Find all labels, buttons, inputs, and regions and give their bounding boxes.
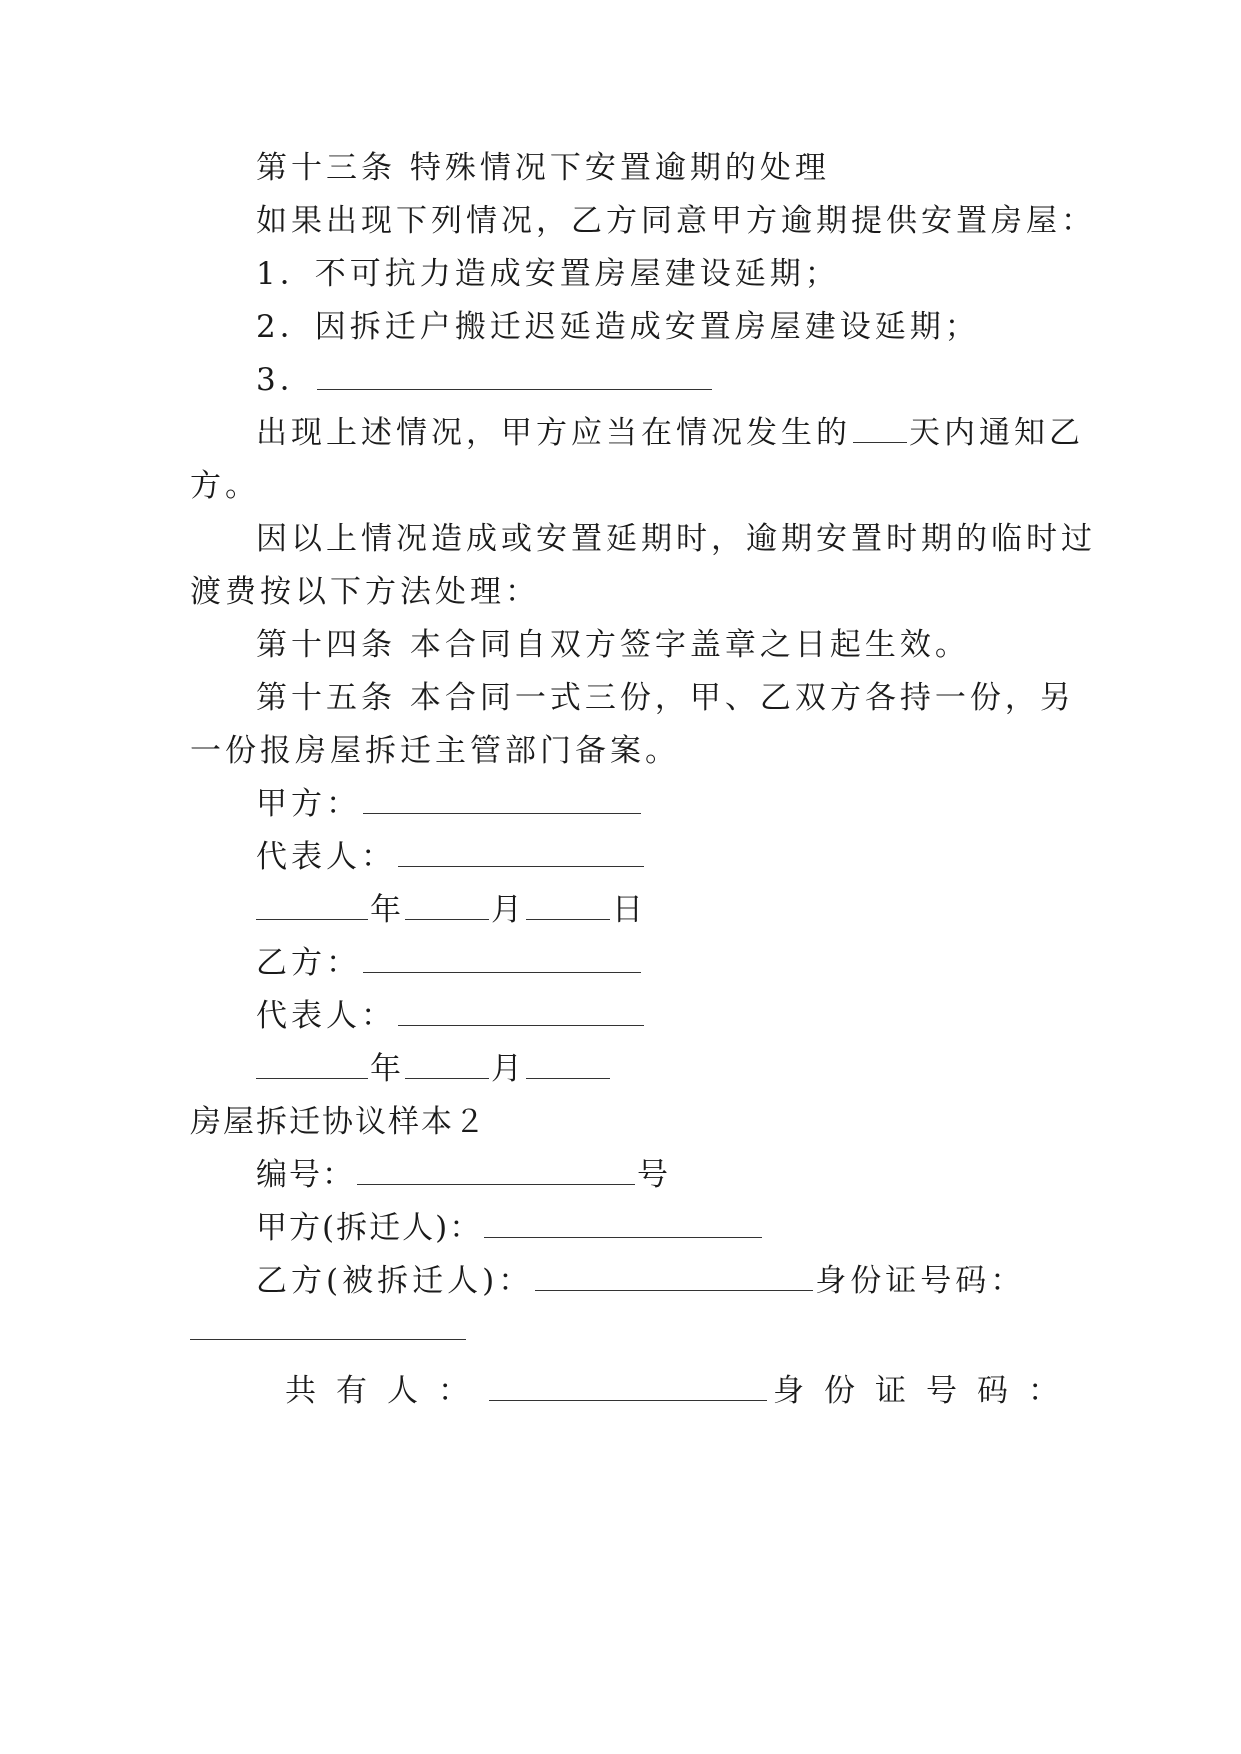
blank-year-2 [256, 1050, 368, 1079]
sample-2-number [256, 1155, 670, 1195]
list-item-1: 1．不可抗力造成安置房屋建设延期； [256, 256, 840, 292]
article-15-line-1: 第十五条 本合同一式三份，甲、乙双方各持一份，另 [256, 680, 1075, 716]
blank-day-1 [526, 891, 610, 920]
delay-paragraph-line-2: 渡费按以下方法处理： [190, 574, 540, 610]
sign-party-a-label: 甲方： [256, 786, 361, 822]
sample-2-number-label: 编号： [256, 1157, 355, 1193]
blank-year-1 [256, 891, 368, 920]
sample-2-party-b [256, 1261, 1025, 1301]
year-1-label: 年 [370, 892, 403, 928]
sample-2-id-label: 身份证号码： [815, 1263, 1026, 1299]
month-1-label: 月 [491, 892, 524, 928]
year-2-label: 年 [370, 1051, 403, 1087]
article-13-intro: 如果出现下列情况，乙方同意甲方逾期提供安置房屋： [256, 203, 1096, 239]
blank-rep-2 [398, 997, 644, 1026]
sign-date-2 [256, 1049, 612, 1089]
list-item-3 [256, 360, 714, 400]
sample-2-party-a [256, 1208, 764, 1248]
month-2-label: 月 [491, 1051, 524, 1087]
sign-party-a [256, 784, 643, 824]
article-14: 第十四条 本合同自双方签字盖章之日起生效。 [256, 627, 970, 663]
blank-item-3 [317, 361, 712, 390]
blank-party-b-id [190, 1338, 466, 1340]
sample-2-party-a-label: 甲方(拆迁人)： [256, 1210, 483, 1246]
sign-date-1 [256, 890, 645, 930]
list-item-3-number: 3． [256, 362, 315, 398]
blank-demolished-party [535, 1262, 813, 1291]
sample-2-title: 房屋拆迁协议样本２ [190, 1104, 487, 1140]
list-item-2: 2．因拆迁户搬迁迟延造成安置房屋建设延期； [256, 309, 980, 345]
blank-notify-days [853, 414, 907, 443]
sign-rep-1-label: 代表人： [256, 839, 396, 875]
notify-paragraph-line-1 [256, 413, 1084, 453]
notify-paragraph-line-2: 方。 [190, 468, 260, 504]
article-13-title: 第十三条 特殊情况下安置逾期的处理 [256, 150, 830, 186]
notify-text-a: 出现上述情况，甲方应当在情况发生的 [256, 415, 851, 451]
blank-co-owner [489, 1372, 767, 1401]
blank-rep-1 [398, 838, 644, 867]
blank-party-b [363, 944, 641, 973]
co-owner-label: 共有人： [285, 1373, 489, 1409]
day-1-label: 日 [612, 892, 645, 928]
co-owner-id-label: 身份证号码： [773, 1373, 1079, 1409]
sample-2-co-owner [285, 1371, 1079, 1411]
sign-rep-2-label: 代表人： [256, 998, 396, 1034]
blank-demolisher [484, 1209, 762, 1238]
blank-month-2 [405, 1050, 489, 1079]
sign-representative-2 [256, 996, 646, 1036]
notify-text-b: 天内通知乙 [909, 415, 1084, 451]
sign-party-b [256, 943, 643, 983]
blank-month-1 [405, 891, 489, 920]
sample-2-party-b-label: 乙方(被拆迁人)： [256, 1263, 534, 1299]
blank-day-2 [526, 1050, 610, 1079]
sign-representative-1 [256, 837, 646, 877]
sign-party-b-label: 乙方： [256, 945, 361, 981]
article-15-line-2: 一份报房屋拆迁主管部门备案。 [190, 733, 680, 769]
delay-paragraph-line-1: 因以上情况造成或安置延期时，逾期安置时期的临时过 [256, 521, 1096, 557]
sample-2-number-suffix: 号 [637, 1157, 670, 1193]
blank-contract-number [357, 1156, 635, 1185]
blank-party-a [363, 785, 641, 814]
